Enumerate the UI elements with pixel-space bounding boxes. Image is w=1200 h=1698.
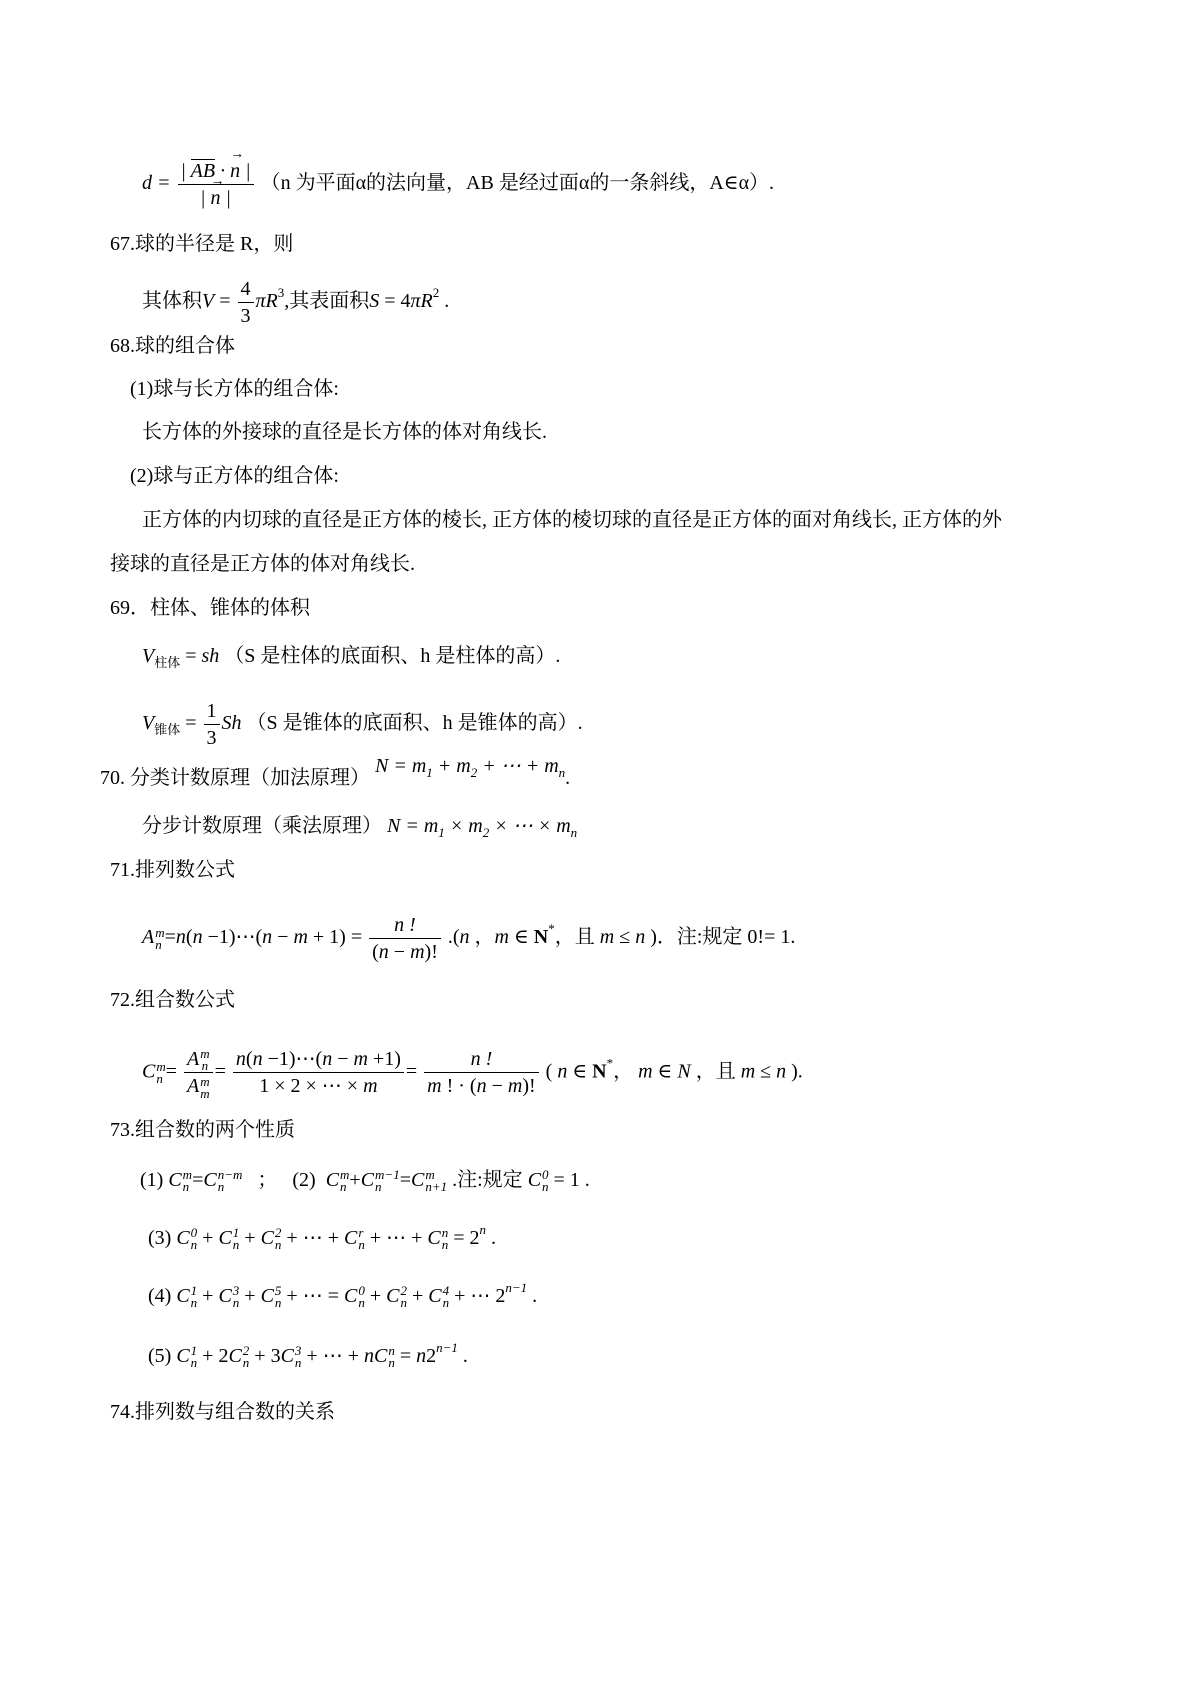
- s66-denominator: | → n |: [178, 185, 254, 211]
- s69-zhui-line: $V_{锥体}$ = $\frac{1}{3}$ Sh （S 是锥体的底面积、h 是锥体的高）.: [142, 700, 583, 749]
- s68-title: 68.球的组合体: [110, 335, 235, 357]
- s73-prop3: (3) C 0 n + C 1 n + C 2 n + ⋯ + C r n + ⋯ + C n n = $2^n$ .: [148, 1222, 497, 1253]
- s72-fraction-2: $\frac{n(n -1)\cdots(n - m +1)}{1 \times 2 \times \cdots \times m}$: [233, 1046, 404, 1099]
- s68-sub2: (2)球与正方体的组合体:: [130, 465, 339, 487]
- s72-fraction-3: $\frac{n !}{m ! \cdot (n - m)!}$: [424, 1046, 539, 1099]
- s66-note: （n 为平面α的法向量，AB 是经过面α的一条斜线，A∈α）.: [260, 172, 775, 195]
- s66-numerator: | AB · → n |: [178, 158, 254, 185]
- s73-note: 注:规定: [457, 1169, 523, 1191]
- s71-fraction: $\frac{n !}{(n - m)!}$: [369, 912, 441, 965]
- s67-fraction: $\frac{4}{3}$: [238, 276, 254, 329]
- s71-title: 71.排列数公式: [110, 859, 235, 881]
- s71-formula-line: A m n =n(n −1)⋯(n − m + 1) = $\frac{n !}{(n - m)!}$ .(n ，m ∈ N*，且 m ≤ n )．注:规定 0!= 1.: [142, 914, 796, 963]
- s70-line: 70. 分类计数原理（加法原理） $N = m_1 + m_2$ + ⋯ + $m_n$.: [100, 755, 571, 789]
- s69-title: 69．柱体、锥体的体积: [110, 597, 310, 619]
- s67-text2: ,其表面积: [284, 290, 370, 313]
- s66-fraction: [178, 158, 254, 211]
- s70-title: 70. 分类计数原理（加法原理）: [100, 767, 370, 789]
- s69-fraction: $\frac{1}{3}$: [204, 698, 220, 751]
- s73-prop4: (4) C 1 n + C 3 n + C 5 n + ⋯ = C 0 n + C 2 n + C 4 n + ⋯ $2^{n-1}$ .: [148, 1280, 538, 1311]
- s68-sub2-text-line2: 接球的直径是正方体的体对角线长.: [110, 553, 415, 575]
- s68-sub1: (1)球与长方体的组合体:: [130, 378, 339, 400]
- s69-zhui-sub: 锥体: [154, 722, 181, 738]
- s73-prop1-2: (1) C m n =C n−m n ； (2) C m n +C m−1 n =C m n+1 .注:规定 C 0 n = 1 .: [140, 1167, 590, 1195]
- s69-zhu-note: （S 是柱体的底面积、h 是柱体的高）.: [224, 645, 561, 667]
- s71-note: 注:规定 0!= 1.: [676, 926, 796, 949]
- s73-prop5: (5) C 1 n + 2C 2 n + 3C 3 n + ⋯ + nC n n = $n2^{n-1}$ .: [148, 1340, 468, 1371]
- s72-fraction-1: A m n A m m: [184, 1046, 213, 1100]
- s67-formula-line: 其体积V = $\frac{4}{3}$ $\pi R^3$,其表面积$S = 4\pi R^2$ .: [142, 278, 450, 327]
- s67-title: 67.球的半径是 R，则: [110, 233, 294, 255]
- s72-title: 72.组合数公式: [110, 989, 235, 1011]
- s70-text2: 分步计数原理（乘法原理）: [142, 815, 382, 837]
- s74-title: 74.排列数与组合数的关系: [110, 1401, 335, 1423]
- s67-text1: 其体积: [142, 290, 202, 313]
- s69-zhu-line: $V_{柱体}$ = sh （S 是柱体的底面积、h 是柱体的高）.: [142, 645, 561, 670]
- s69-zhui-note: （S 是锥体的底面积、h 是锥体的高）.: [246, 712, 583, 735]
- s70-line2: 分步计数原理（乘法原理） $N = m_1 \times m_2$ × ⋯ × $m_n$: [142, 815, 578, 840]
- s68-sub1-text: 长方体的外接球的直径是长方体的体对角线长.: [142, 421, 547, 443]
- s69-zhu-sub: 柱体: [154, 655, 181, 670]
- s72-formula-line: C m n = A m n A m m = $\frac{n(n -1)\cdots(n - m +1)}{1 \times 2 \times \cdots \times m}$ = $\frac{n !}{m ! \cdot (n - m)!}$ ( n ∈ N*， m ∈ N ，且 m ≤ n ).: [142, 1046, 803, 1101]
- s66-formula-line: [142, 158, 774, 211]
- s66-formula-lhs: d =: [142, 172, 171, 195]
- s68-sub2-text-line1: 正方体的内切球的直径是正方体的棱长, 正方体的棱切球的直径是正方体的面对角线长, 正方体的外: [142, 509, 1002, 531]
- s73-title: 73.组合数的两个性质: [110, 1119, 295, 1141]
